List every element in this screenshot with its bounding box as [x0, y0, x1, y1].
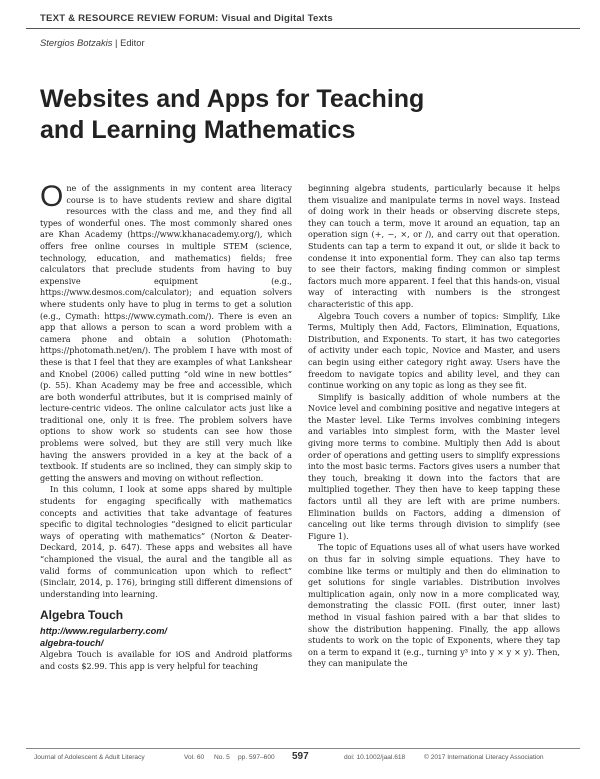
footer-doi: doi: 10.1002/jaal.618 — [344, 754, 406, 761]
left-column — [40, 180, 292, 672]
page-number: 597 — [292, 751, 309, 762]
url-line-1[interactable]: http://www.regularberry.com/ — [40, 625, 167, 636]
paragraph: Algebra Touch is available for iOS and Android platforms and costs $2.99. This app is very helpful for teaching — [40, 648, 292, 671]
intro-text: ne of the assignments in my content area literacy course is to have students review and share digital resources with the class and me, and they find all types of wonderful ones. The most commonly shared ones are Khan Academy (https://www.khanacademy.org/), which offers free online courses in multiple STEM (science, technology, education, and mathematics) fields; free calculators that preclude students from having to buy expensive equipment (e.g., https://www.desmos.com/calculator); and equation solvers where students only have to plug in terms to get a solution (e.g., Cymath: https://www.cymath.com/). There is even an app that allows a person to scan a word problem with a camera phone and obtain a solution (Photomath: https://photomath.net/en/). The problem I have with most of these is that I feel that they are examples of what Lankshear and Knobel (2006) called putting “old wine in new bottles” (p. 55). Khan Academy may be free and accessible, which are both wonderful attributes, but it is comprised mainly of lecture-centric videos. The online calculator acts just like a traditional one, only it is free. The problem solvers have options to show work so students can see how those problems were solved, but they are still very much like having the answers provided in a key at the back of a textbook. If students are so inclined, they can simply skip to getting the answers and moving on without reflection. — [40, 183, 292, 483]
section-url[interactable] — [40, 625, 292, 649]
editor-name: Stergios Botzakis — [40, 37, 113, 48]
footer-volume: Vol. 60 — [184, 754, 205, 761]
footer-rule — [26, 748, 580, 749]
paragraph: Algebra Touch covers a number of topics: Simplify, Like Terms, Multiply then Add, Factors, Elimination, Equations, Distribution, and Exponents. To start, it has two categories of activity under each topic, Novice and Master, and users can begin using either category right away. Users have the freedom to navigate topics and ability level, and they can continue working on any topic as long as they see fit. — [308, 310, 560, 391]
footer-journal: Journal of Adolescent & Adult Literacy — [34, 754, 145, 761]
footer-number: No. 5 — [214, 754, 230, 761]
editor-separator: | — [112, 37, 121, 48]
title-line-2: and Learning Mathematics — [40, 116, 356, 144]
intro-paragraph — [40, 180, 292, 484]
header-rule — [26, 28, 580, 29]
article-title — [40, 84, 560, 146]
paragraph: The topic of Equations uses all of what users have worked on thus far in solving simple equations. They have to combine like terms or multiply and then do elimination to get solutions for single variables. Distribution involves multiplication again, only now in a more complicated way, demonstrating the classic FOIL (first outer, inner last) method in visual fashion paired with a bar that slides to show the distribution happening. Finally, the app allows students to work on the topic of Exponents, where they tap on a term to expand it (e.g., turning y³ into y × y × y). Then, they can manipulate the — [308, 542, 560, 669]
page-footer — [26, 748, 580, 764]
dropcap: O — [40, 180, 64, 213]
paragraph: In this column, I look at some apps shared by multiple students for engaging specifically with mathematics concepts and activities that take advantage of features specific to digital technologies “designed to elicit particular ways of operating with mathematics” (Norton & Deater-Deckard, 2014, p. 647). These apps and websites all have “championed the visual, the aural and the tangible all as valid forms of communication upon which to reflect” (Sinclair, 2014, p. 176), bringing still different dimensions of understanding into learning. — [40, 484, 292, 599]
paragraph: Simplify is basically addition of whole numbers at the Novice level and combining positive and negative integers at the Master level. Like Terms involves combining integers and variables into simplest form, with the Master level giving more terms to combine. Multiply then Add is about order of operations and getting users to simplify expressions into the most basic terms. Factors gives users a number that they touch, breaking it down into the factors that are multiplied together. They then have to keep tapping these factors until all they are left with are prime numbers. Elimination builds on Factors, adding a dimension of canceling out like terms through division to simplify (see Figure 1). — [308, 391, 560, 541]
editor-line — [40, 37, 145, 48]
editor-role: Editor — [120, 37, 145, 48]
url-line-2[interactable]: algebra-touch/ — [40, 637, 104, 648]
paragraph: beginning algebra students, particularly because it helps them visualize and manipulate terms in novel ways. Instead of doing work in their heads or observing discrete steps, they can touch a term, move it around an equation, tap an operation sign (+, −, ×, or /), and carry out that operation. Students can tap a term to expand it out, or slide it back to condense it into exponential form. They can also tap terms to see their factors, making finding common or simplest factors much more apparent. I feel that this hands-on, visual way of interacting with numbers is the strongest characteristic of this app. — [308, 183, 560, 309]
footer-copyright: © 2017 International Literacy Association — [424, 754, 544, 761]
right-column — [308, 183, 560, 670]
title-line-1: Websites and Apps for Teaching — [40, 85, 425, 113]
forum-label: TEXT & RESOURCE REVIEW FORUM: Visual and Digital Texts — [40, 13, 333, 24]
section-heading: Algebra Touch — [40, 608, 124, 623]
footer-pages: pp. 597–600 — [238, 754, 275, 761]
